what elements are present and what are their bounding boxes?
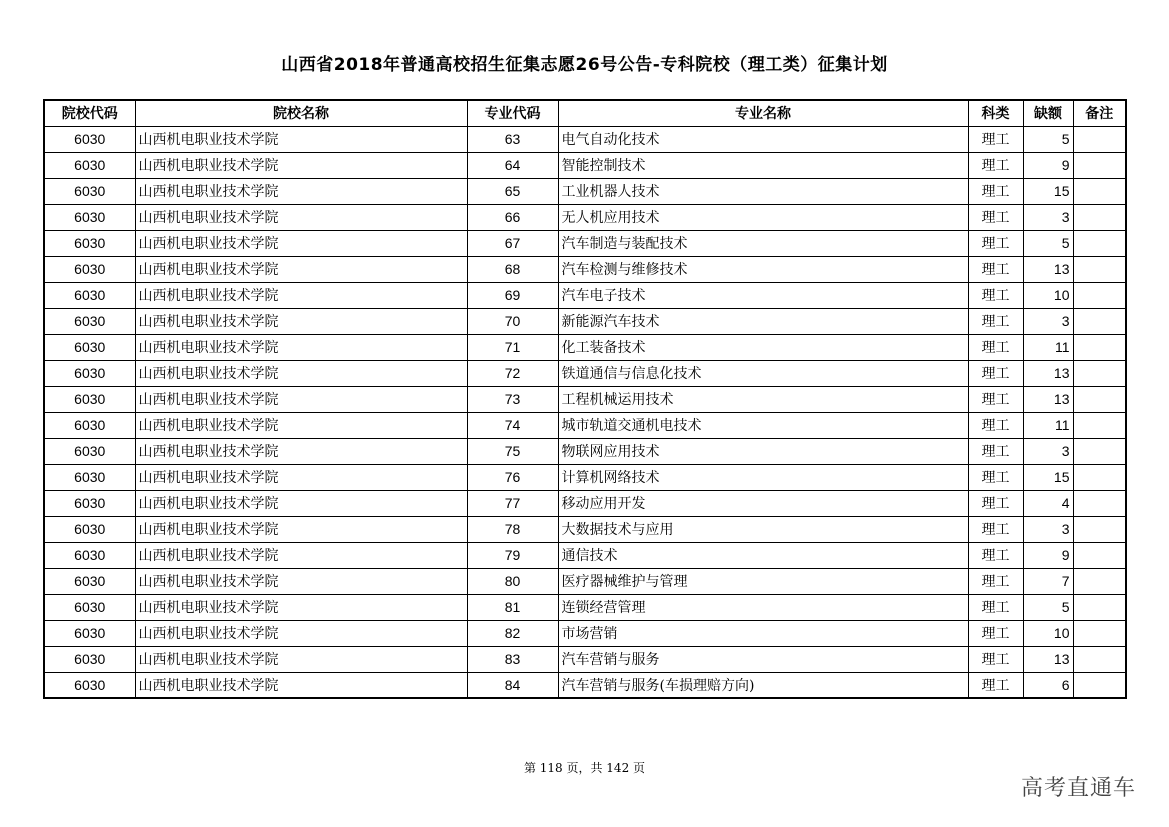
header-school-code: 院校代码 xyxy=(44,100,135,126)
cell-major-code: 65 xyxy=(467,178,558,204)
cell-major-code: 83 xyxy=(467,646,558,672)
cell-vacancy: 10 xyxy=(1023,282,1073,308)
cell-school-code: 6030 xyxy=(44,386,135,412)
cell-note xyxy=(1073,620,1126,646)
cell-school-name: 山西机电职业技术学院 xyxy=(135,178,467,204)
cell-major-name: 市场营销 xyxy=(558,620,968,646)
cell-category: 理工 xyxy=(968,308,1023,334)
header-note: 备注 xyxy=(1073,100,1126,126)
table-row xyxy=(44,360,1126,386)
cell-category: 理工 xyxy=(968,438,1023,464)
table-row xyxy=(44,594,1126,620)
cell-major-code: 73 xyxy=(467,386,558,412)
cell-category: 理工 xyxy=(968,126,1023,152)
table-row xyxy=(44,334,1126,360)
cell-school-name: 山西机电职业技术学院 xyxy=(135,308,467,334)
cell-vacancy: 10 xyxy=(1023,620,1073,646)
cell-major-code: 63 xyxy=(467,126,558,152)
cell-major-name: 大数据技术与应用 xyxy=(558,516,968,542)
cell-category: 理工 xyxy=(968,594,1023,620)
cell-note xyxy=(1073,516,1126,542)
header-major-name: 专业名称 xyxy=(558,100,968,126)
cell-school-name: 山西机电职业技术学院 xyxy=(135,620,467,646)
cell-note xyxy=(1073,178,1126,204)
cell-vacancy: 4 xyxy=(1023,490,1073,516)
cell-school-code: 6030 xyxy=(44,568,135,594)
header-school-name: 院校名称 xyxy=(135,100,467,126)
cell-school-code: 6030 xyxy=(44,360,135,386)
cell-major-name: 无人机应用技术 xyxy=(558,204,968,230)
cell-vacancy: 3 xyxy=(1023,204,1073,230)
table-row xyxy=(44,308,1126,334)
table-row xyxy=(44,282,1126,308)
cell-school-code: 6030 xyxy=(44,152,135,178)
table-row xyxy=(44,542,1126,568)
cell-major-code: 69 xyxy=(467,282,558,308)
header-category: 科类 xyxy=(968,100,1023,126)
cell-major-code: 66 xyxy=(467,204,558,230)
table-row xyxy=(44,568,1126,594)
cell-note xyxy=(1073,230,1126,256)
cell-note xyxy=(1073,568,1126,594)
cell-note xyxy=(1073,412,1126,438)
cell-school-name: 山西机电职业技术学院 xyxy=(135,256,467,282)
cell-category: 理工 xyxy=(968,152,1023,178)
cell-vacancy: 13 xyxy=(1023,256,1073,282)
page-footer: 第 118 页，共 142 页 xyxy=(523,761,646,775)
cell-school-name: 山西机电职业技术学院 xyxy=(135,568,467,594)
cell-note xyxy=(1073,308,1126,334)
cell-vacancy: 3 xyxy=(1023,516,1073,542)
cell-school-name: 山西机电职业技术学院 xyxy=(135,152,467,178)
table-row xyxy=(44,126,1126,152)
cell-school-code: 6030 xyxy=(44,438,135,464)
cell-school-name: 山西机电职业技术学院 xyxy=(135,594,467,620)
cell-category: 理工 xyxy=(968,204,1023,230)
cell-school-code: 6030 xyxy=(44,672,135,698)
cell-category: 理工 xyxy=(968,360,1023,386)
cell-major-name: 通信技术 xyxy=(558,542,968,568)
table-row xyxy=(44,438,1126,464)
table-row xyxy=(44,490,1126,516)
cell-major-code: 64 xyxy=(467,152,558,178)
cell-major-name: 移动应用开发 xyxy=(558,490,968,516)
cell-school-name: 山西机电职业技术学院 xyxy=(135,230,467,256)
cell-vacancy: 13 xyxy=(1023,360,1073,386)
cell-note xyxy=(1073,438,1126,464)
cell-school-code: 6030 xyxy=(44,204,135,230)
cell-major-code: 67 xyxy=(467,230,558,256)
cell-category: 理工 xyxy=(968,256,1023,282)
cell-school-name: 山西机电职业技术学院 xyxy=(135,412,467,438)
cell-major-name: 医疗器械维护与管理 xyxy=(558,568,968,594)
cell-major-code: 82 xyxy=(467,620,558,646)
cell-vacancy: 13 xyxy=(1023,646,1073,672)
cell-major-name: 铁道通信与信息化技术 xyxy=(558,360,968,386)
cell-vacancy: 5 xyxy=(1023,594,1073,620)
cell-school-code: 6030 xyxy=(44,464,135,490)
cell-school-name: 山西机电职业技术学院 xyxy=(135,386,467,412)
cell-category: 理工 xyxy=(968,516,1023,542)
table-row xyxy=(44,386,1126,412)
table-header-row xyxy=(44,100,1126,126)
cell-category: 理工 xyxy=(968,672,1023,698)
cell-vacancy: 3 xyxy=(1023,438,1073,464)
cell-school-name: 山西机电职业技术学院 xyxy=(135,542,467,568)
cell-note xyxy=(1073,126,1126,152)
cell-school-code: 6030 xyxy=(44,412,135,438)
cell-school-code: 6030 xyxy=(44,594,135,620)
table-row xyxy=(44,464,1126,490)
cell-note xyxy=(1073,542,1126,568)
cell-major-code: 84 xyxy=(467,672,558,698)
header-major-code: 专业代码 xyxy=(467,100,558,126)
cell-category: 理工 xyxy=(968,412,1023,438)
cell-vacancy: 5 xyxy=(1023,230,1073,256)
cell-major-code: 71 xyxy=(467,334,558,360)
cell-school-code: 6030 xyxy=(44,308,135,334)
cell-school-code: 6030 xyxy=(44,542,135,568)
table-row xyxy=(44,412,1126,438)
cell-major-name: 汽车电子技术 xyxy=(558,282,968,308)
cell-major-code: 76 xyxy=(467,464,558,490)
table-row xyxy=(44,256,1126,282)
cell-major-name: 化工装备技术 xyxy=(558,334,968,360)
cell-major-name: 新能源汽车技术 xyxy=(558,308,968,334)
cell-vacancy: 5 xyxy=(1023,126,1073,152)
cell-major-name: 汽车营销与服务(车损理赔方向) xyxy=(558,672,968,698)
header-vacancy: 缺额 xyxy=(1023,100,1073,126)
cell-major-name: 工业机器人技术 xyxy=(558,178,968,204)
cell-note xyxy=(1073,152,1126,178)
cell-vacancy: 15 xyxy=(1023,464,1073,490)
cell-vacancy: 13 xyxy=(1023,386,1073,412)
cell-note xyxy=(1073,646,1126,672)
cell-school-name: 山西机电职业技术学院 xyxy=(135,672,467,698)
cell-school-name: 山西机电职业技术学院 xyxy=(135,126,467,152)
cell-school-code: 6030 xyxy=(44,126,135,152)
cell-vacancy: 6 xyxy=(1023,672,1073,698)
cell-note xyxy=(1073,490,1126,516)
cell-major-name: 连锁经营管理 xyxy=(558,594,968,620)
cell-note xyxy=(1073,204,1126,230)
table-row xyxy=(44,646,1126,672)
cell-vacancy: 9 xyxy=(1023,152,1073,178)
cell-major-name: 物联网应用技术 xyxy=(558,438,968,464)
cell-school-code: 6030 xyxy=(44,282,135,308)
cell-note xyxy=(1073,672,1126,698)
cell-category: 理工 xyxy=(968,230,1023,256)
cell-school-code: 6030 xyxy=(44,620,135,646)
cell-category: 理工 xyxy=(968,568,1023,594)
table-row xyxy=(44,516,1126,542)
cell-major-name: 电气自动化技术 xyxy=(558,126,968,152)
cell-major-code: 79 xyxy=(467,542,558,568)
cell-category: 理工 xyxy=(968,334,1023,360)
cell-school-name: 山西机电职业技术学院 xyxy=(135,490,467,516)
cell-school-name: 山西机电职业技术学院 xyxy=(135,204,467,230)
cell-school-name: 山西机电职业技术学院 xyxy=(135,438,467,464)
cell-category: 理工 xyxy=(968,646,1023,672)
cell-vacancy: 15 xyxy=(1023,178,1073,204)
cell-major-name: 城市轨道交通机电技术 xyxy=(558,412,968,438)
table-row xyxy=(44,152,1126,178)
cell-vacancy: 11 xyxy=(1023,334,1073,360)
cell-school-name: 山西机电职业技术学院 xyxy=(135,360,467,386)
cell-major-code: 70 xyxy=(467,308,558,334)
cell-school-code: 6030 xyxy=(44,516,135,542)
cell-note xyxy=(1073,360,1126,386)
cell-vacancy: 11 xyxy=(1023,412,1073,438)
cell-note xyxy=(1073,386,1126,412)
cell-category: 理工 xyxy=(968,542,1023,568)
cell-note xyxy=(1073,282,1126,308)
cell-major-name: 计算机网络技术 xyxy=(558,464,968,490)
cell-school-name: 山西机电职业技术学院 xyxy=(135,282,467,308)
table-row xyxy=(44,178,1126,204)
cell-category: 理工 xyxy=(968,490,1023,516)
cell-major-code: 77 xyxy=(467,490,558,516)
cell-category: 理工 xyxy=(968,178,1023,204)
cell-major-code: 74 xyxy=(467,412,558,438)
cell-major-code: 80 xyxy=(467,568,558,594)
cell-school-name: 山西机电职业技术学院 xyxy=(135,334,467,360)
cell-note xyxy=(1073,256,1126,282)
cell-school-code: 6030 xyxy=(44,178,135,204)
cell-major-code: 75 xyxy=(467,438,558,464)
cell-vacancy: 9 xyxy=(1023,542,1073,568)
cell-note xyxy=(1073,464,1126,490)
cell-category: 理工 xyxy=(968,464,1023,490)
table-row xyxy=(44,620,1126,646)
table-row xyxy=(44,672,1126,698)
cell-major-code: 81 xyxy=(467,594,558,620)
cell-major-name: 工程机械运用技术 xyxy=(558,386,968,412)
cell-school-code: 6030 xyxy=(44,490,135,516)
cell-vacancy: 3 xyxy=(1023,308,1073,334)
table-row xyxy=(44,204,1126,230)
cell-school-name: 山西机电职业技术学院 xyxy=(135,516,467,542)
watermark-logo: 高考直通车 xyxy=(1021,776,1137,801)
enrollment-plan-table xyxy=(43,99,1127,699)
cell-major-code: 68 xyxy=(467,256,558,282)
cell-note xyxy=(1073,594,1126,620)
cell-school-name: 山西机电职业技术学院 xyxy=(135,464,467,490)
cell-major-name: 汽车制造与装配技术 xyxy=(558,230,968,256)
table-row xyxy=(44,230,1126,256)
cell-category: 理工 xyxy=(968,282,1023,308)
cell-school-code: 6030 xyxy=(44,334,135,360)
page-title: 山西省2018年普通高校招生征集志愿26号公告-专科院校（理工类）征集计划 xyxy=(281,55,888,75)
cell-category: 理工 xyxy=(968,620,1023,646)
cell-note xyxy=(1073,334,1126,360)
cell-major-name: 智能控制技术 xyxy=(558,152,968,178)
cell-school-name: 山西机电职业技术学院 xyxy=(135,646,467,672)
cell-school-code: 6030 xyxy=(44,230,135,256)
cell-category: 理工 xyxy=(968,386,1023,412)
cell-school-code: 6030 xyxy=(44,646,135,672)
cell-major-code: 78 xyxy=(467,516,558,542)
cell-vacancy: 7 xyxy=(1023,568,1073,594)
cell-major-code: 72 xyxy=(467,360,558,386)
cell-school-code: 6030 xyxy=(44,256,135,282)
cell-major-name: 汽车营销与服务 xyxy=(558,646,968,672)
cell-major-name: 汽车检测与维修技术 xyxy=(558,256,968,282)
